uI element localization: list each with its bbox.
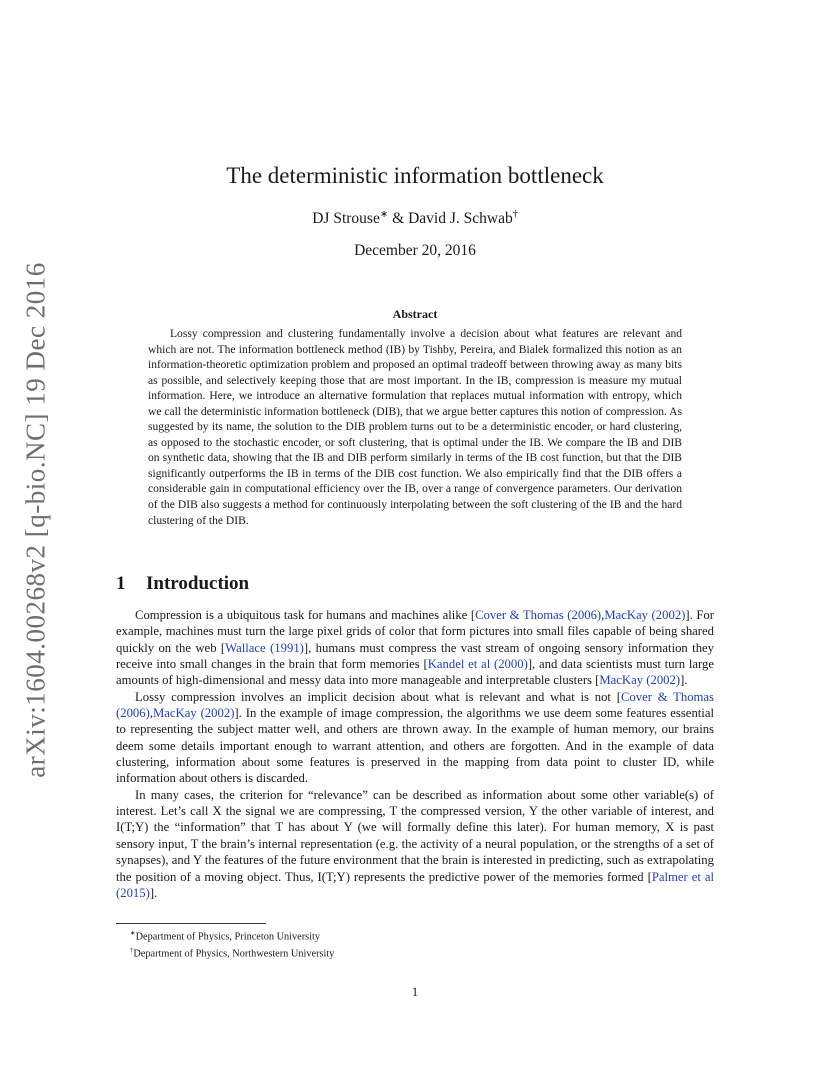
footnote-text: Department of Physics, Northwestern University: [133, 948, 335, 960]
citation-link[interactable]: MacKay (2002): [599, 673, 681, 688]
abstract-text: Lossy compression and clustering fundamentally involve a decision about what features are relevant and which are not. The information bottleneck method (IB) by Tishby, Pereira, and Bialek formalized this notion as an information-theoretic optimization problem and proposed an optimal tradeoff between throwing away as many bits as possible, and selectively keeping those that are most important. In the IB, compression is measure my mutual information. Here, we introduce an alternative formulation that replaces mutual information with entropy, which we call the deterministic information bottleneck (DIB), that we argue better captures this notion of compression. As suggested by its name, the solution to the DIB problem turns out to be a deterministic encoder, or hard clustering, as opposed to the stochastic encoder, or soft clustering, that is optimal under the IB. We compare the IB and DIB on synthetic data, showing that the IB and DIB perform similarly in terms of the IB cost function, but that the DIB significantly outperforms the IB in terms of the DIB cost function. We also empirically find that the DIB offers a considerable gain in computational efficiency over the IB, over a range of convergence parameters. Our derivation of the DIB also suggests a method for continuously interpolating between the soft clustering of the IB and the hard clustering of the DIB.: [148, 328, 683, 527]
text-run: ], humans must compress the vast stream of ongoing sensory information they receive into small changes in the brain that form memories [: [116, 640, 715, 672]
text-run: ], and data scientists must turn large amounts of high-dimensional and messy data into more manageable and interpretable clusters [: [116, 657, 715, 688]
citation-link[interactable]: Kandel et al (2000): [427, 657, 528, 672]
footnote-2: [116, 944, 334, 961]
paper-date: December 20, 2016: [354, 242, 476, 259]
text-run: ,: [601, 608, 605, 622]
text-run: ]. In the example of image compression, the algorithms we use deem some features essential to representing the subject matter well, and others are thrown away. In the example of human memory, our brains deem some details important enough to warrant attention, and others are forgotten. And in the example of data clustering, information about some features is preserved in the mapping from data point to cluster ID, while information about others is discarded.: [116, 706, 714, 786]
abstract-heading: Abstract: [392, 307, 438, 321]
citation-link[interactable]: MacKay (2002): [153, 706, 235, 721]
paragraph-3: [116, 787, 714, 901]
citation-link[interactable]: Cover & Thomas (2006): [116, 689, 714, 721]
arxiv-watermark: arXiv:1604.00268v2 [q-bio.NC] 19 Dec 2016: [20, 262, 51, 778]
text-run: Lossy compression involves an implicit decision about what is relevant and what is not [: [135, 689, 621, 704]
text-run: ].: [680, 673, 688, 688]
author-mark-2: †: [512, 209, 518, 220]
footnote-text: Department of Physics, Princeton University: [135, 931, 321, 943]
footnotes: [116, 927, 334, 961]
text-run: Compression is a ubiquitous task for humans and machines alike [: [135, 608, 476, 622]
footnote-mark-1: ∗: [130, 930, 136, 937]
footnote-mark-2: †: [130, 946, 134, 954]
section-heading: [116, 573, 249, 595]
author-schwab: David J. Schwab: [408, 210, 513, 228]
text-run: In many cases, the criterion for “relevance” can be described as information about some other variable(s) of interest. Let’s call X the signal we are compressing, T the compressed version, Y the other variable of interest, and I(T;Y) the “information” that T has about Y (we will formally define this later). For human memory, X is past sensory input, T the brain’s internal representation (e.g. the activity of a neural population, or the strengths of a set of synapses), and Y the features of the future environment that the brain is interested in predicting, such as extrapolating the position of a moving object. Thus, I(T;Y) represents the predictive power of the memories formed [: [116, 787, 714, 884]
text-run: ]. For example, machines must turn the large pixel grids of color that form pictures into small files capable of being shared quickly on the web [: [116, 608, 714, 655]
citation-link[interactable]: Palmer et al (2015): [116, 869, 714, 900]
author-line: [116, 209, 714, 228]
page-number: 1: [411, 985, 419, 999]
footnote-1: [116, 927, 334, 944]
paragraph-1: [116, 607, 714, 689]
paragraph-2: [116, 689, 714, 787]
author-mark-1: ∗: [379, 209, 389, 220]
citation-link[interactable]: Cover & Thomas (2006): [475, 608, 602, 622]
section-title: Introduction: [146, 573, 250, 594]
section-number: 1: [116, 573, 126, 594]
citation-link[interactable]: MacKay (2002): [604, 608, 686, 622]
citation-link[interactable]: Wallace (1991): [225, 640, 304, 655]
author-joiner: &: [388, 210, 409, 228]
introduction-body: [116, 607, 714, 901]
text-run: ,: [149, 706, 153, 721]
author-strouse: DJ Strouse: [312, 210, 380, 228]
footnote-rule: [116, 923, 266, 924]
paper-title: The deterministic information bottleneck: [226, 163, 604, 188]
text-run: ].: [149, 885, 158, 900]
